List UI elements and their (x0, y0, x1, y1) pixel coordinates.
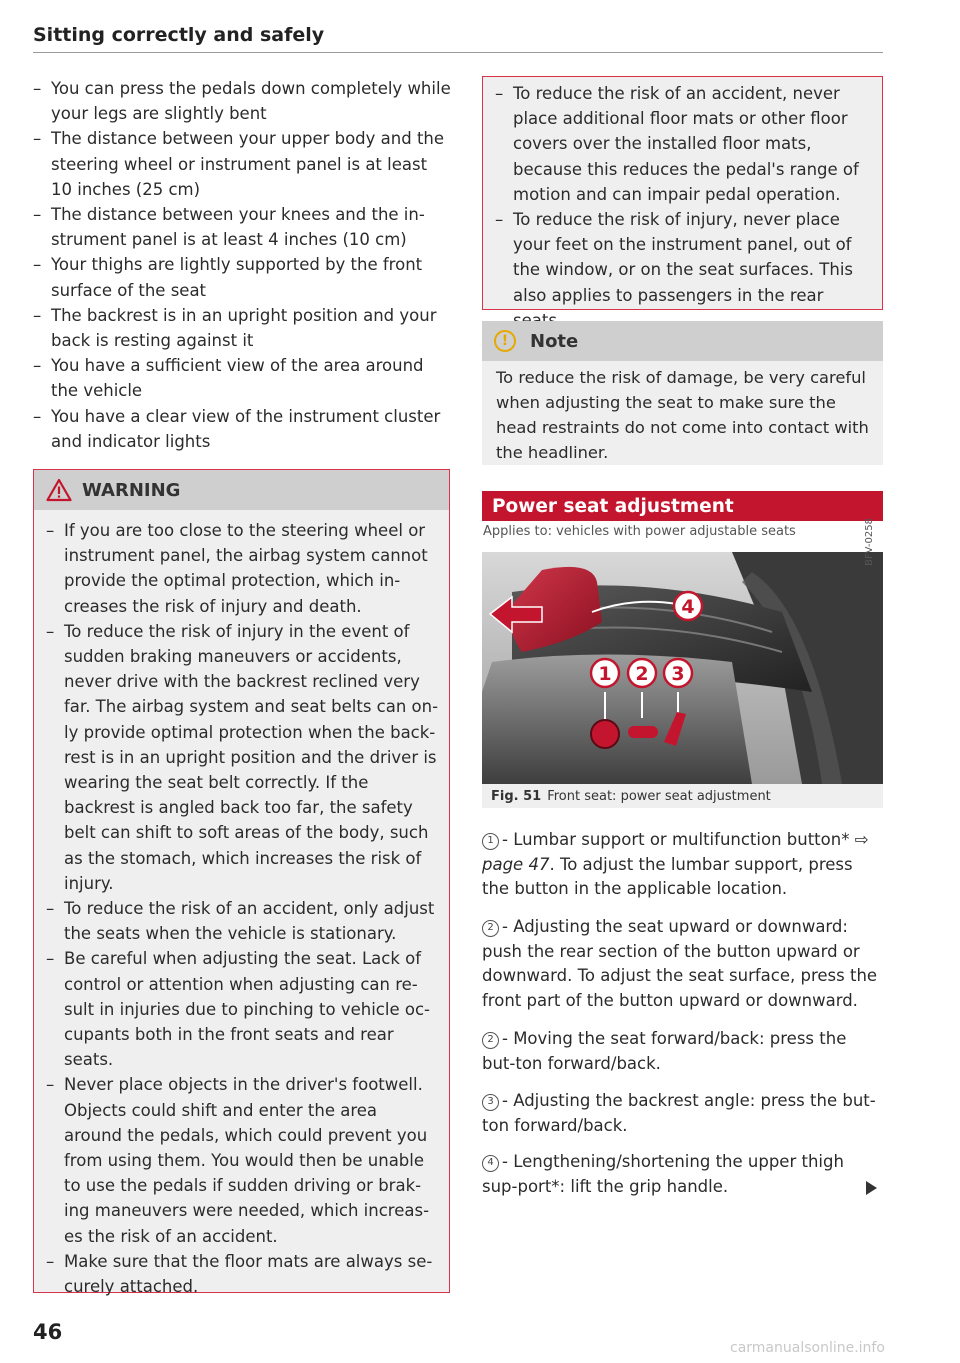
description-text-cont: . To adjust the lumbar support, press the button in the applicable location. (482, 854, 853, 898)
applies-to-note: Applies to: vehicles with power adjustable seats (483, 524, 796, 539)
description-item (482, 1027, 883, 1076)
description-text: - Lumbar support or multifunction button* (502, 830, 850, 849)
warning-continued-box (482, 76, 883, 310)
figure-code: BFV-0258 (864, 518, 875, 566)
warning-box (33, 469, 450, 1297)
page-link[interactable]: page 47 (482, 854, 550, 874)
warning-header (34, 470, 449, 510)
warning-item: – Never place objects in the driver's footwell. Objects could shift and enter the area around the pedals, which could prevent you from using them. You would then be unable to use the pedals if sudden driving or brak-ing maneuvers were needed, which increas-es the risk of an accident. (46, 1072, 439, 1248)
number-1-icon: 1 (482, 833, 499, 850)
list-item: – The backrest is in an upright position and your back is resting against it (33, 303, 451, 353)
description-text: - Moving the seat forward/back: press the but-ton forward/back. (482, 1029, 847, 1073)
seat-illustration (482, 552, 883, 784)
continue-arrow-icon (866, 1181, 877, 1195)
note-header (482, 321, 883, 361)
page-title: Sitting correctly and safely (33, 24, 325, 46)
warning-item: – Be careful when adjusting the seat. Lack of control or attention when adjusting can re-sult in injuries due to pinching to vehicle oc-cupants both in the front seats and rear seats. (46, 946, 439, 1072)
warning-title: WARNING (82, 479, 181, 501)
figure-caption (491, 789, 771, 804)
callout-4 (674, 592, 702, 620)
list-item: – You have a clear view of the instrument cluster and indicator lights (33, 404, 451, 454)
callout-4-label: 4 (681, 596, 695, 618)
warning-item: – To reduce the risk of injury in the event of sudden braking maneuvers or accidents, never drive with the backrest reclined very far. The airbag system and seat belts can on-ly provide optimal protection when the back-rest is in an upright position and the driver is wearing the seat belt correctly. If the backrest is angled back too far, the safety belt can shift to soft areas of the body, such as the stomach, which increases the risk of injury. (46, 619, 439, 896)
warning-item: – To reduce the risk of injury, never place your feet on the instrument panel, out of the window, or on the seat surfaces. This also applies to passengers in the rear (495, 207, 872, 333)
number-2-icon: 2 (482, 1032, 499, 1049)
callout-2-label: 2 (635, 663, 649, 685)
warning-item: – To reduce the risk of an accident, only adjust the seats when the vehicle is stationary. (46, 896, 439, 946)
requirements-list (33, 76, 451, 454)
list-item: – You have a sufficient view of the area around the vehicle (33, 353, 451, 403)
description-item (482, 828, 883, 902)
warning-triangle-icon (46, 478, 72, 502)
list-item: – You can press the pedals down completely while your legs are slightly bent (33, 76, 451, 126)
callout-1 (591, 659, 619, 687)
page-number: 46 (33, 1320, 63, 1344)
number-2-icon: 2 (482, 920, 499, 937)
description-item (482, 915, 883, 1013)
warning-item: – To reduce the risk of an accident, never place additional floor mats or other floor covers over the installed floor mats, because this reduces the pedal's range of motion and can impair pedal operation. (495, 81, 872, 207)
section-title: Power seat adjustment (492, 495, 734, 517)
note-title: Note (530, 330, 579, 352)
figure-caption-text: Front seat: power seat adjustment (547, 789, 771, 804)
list-item: – The distance between your knees and the in-strument panel is at least 4 inches (10 cm) (33, 202, 451, 252)
description-text: - Lengthening/shortening the upper thigh sup-port*: lift the grip handle. (482, 1152, 844, 1196)
note-icon: ! (494, 330, 516, 352)
seat-adjust-button-icon (628, 726, 658, 738)
note-text: To reduce the risk of damage, be very careful when adjusting the seat to make sure the head restraints do not come into contact with the headliner. (496, 368, 869, 462)
callout-3 (664, 659, 692, 687)
figure-label: Fig. 51 (491, 789, 542, 804)
description-text: - Adjusting the backrest angle: press the but-ton forward/back. (482, 1091, 876, 1135)
section-heading (482, 491, 883, 521)
callout-2 (628, 659, 656, 687)
description-item (482, 1089, 883, 1138)
callout-1-label: 1 (598, 663, 612, 685)
warning-continued-list (495, 81, 872, 333)
warning-list (46, 518, 439, 1299)
number-3-icon: 3 (482, 1094, 499, 1111)
warning-item: – Make sure that the floor mats are always se-curely attached. (46, 1249, 439, 1299)
warning-item: – If you are too close to the steering wheel or instrument panel, the airbag system cannot provide the optimal protection, which in-creases the risk of injury and death. (46, 518, 439, 619)
watermark: carmanualsonline.info (730, 1340, 885, 1356)
page-header (33, 24, 883, 53)
page-ref-arrow: ⇨ (854, 830, 869, 849)
list-item: – Your thighs are lightly supported by the front surface of the seat (33, 252, 451, 302)
figure-power-seat (482, 552, 883, 808)
lumbar-button-icon (591, 720, 619, 748)
number-4-icon: 4 (482, 1155, 499, 1172)
description-item (482, 1150, 862, 1199)
description-text: - Adjusting the seat upward or downward: push the rear section of the button upward or downward. To adjust the seat surface, press the front part of the button upward or downward. (482, 917, 878, 1010)
requirements-list-container (33, 76, 451, 454)
note-box (482, 321, 883, 465)
list-item: – The distance between your upper body and the steering wheel or instrument panel is at least 10 inches (25 cm) (33, 126, 451, 202)
callout-3-label: 3 (671, 663, 685, 685)
